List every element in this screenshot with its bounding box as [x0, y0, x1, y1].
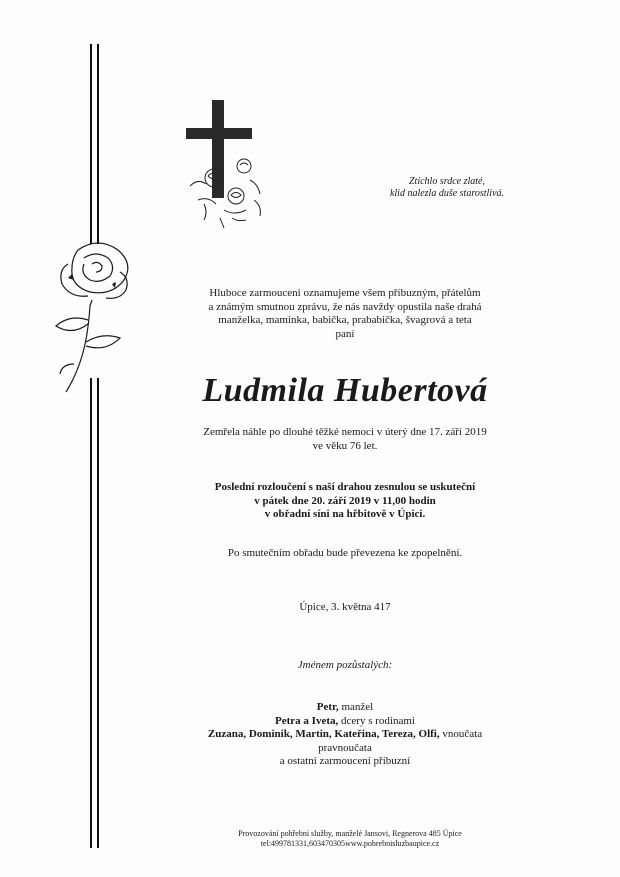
- intro-line-1: Hluboce zarmouceni oznamujeme všem příbuzným, přátelům: [209, 287, 481, 299]
- family-line-4: pravnoučata: [318, 741, 372, 754]
- border-line-left-bottom: [90, 378, 92, 848]
- farewell-line-3: v obřadní síni na hřbitově v Úpici.: [264, 508, 426, 520]
- cremation-note: Po smutečním obřadu bude převezena ke zpopelnění.: [227, 547, 463, 559]
- family-line-3: Zuzana, Dominik, Martin, Kateřina, Tereza, Olfi, vnoučata: [207, 728, 483, 740]
- family-line-5: a ostatní zarmoucení příbuzní: [279, 755, 411, 767]
- family-list: [150, 701, 540, 769]
- border-line-left-top: [90, 44, 92, 244]
- deceased-name: Ludmila Hubertová: [202, 372, 488, 409]
- intro-line-4: paní: [335, 327, 355, 340]
- funeral-service-footer: [200, 829, 500, 849]
- footer-line-2: tel:499781331,603470305www.pohrebnisluzbaupice.cz: [260, 839, 440, 848]
- family-line-1: Petr, manžel: [316, 701, 374, 713]
- address: Úpice, 3. května 417: [299, 601, 391, 613]
- death-notice: [150, 426, 540, 453]
- death-line-2: ve věku 76 let.: [312, 439, 378, 452]
- cross-with-roses-icon: [184, 100, 270, 230]
- footer-line-1: Provozování pohřební služby, manželé Jansovi, Regnerova 485 Úpice: [238, 829, 462, 838]
- intro-line-2: a známým smutnou zprávu, že nás navždy opustila naše drahá: [208, 300, 482, 313]
- quote-line-2: klid nalezla duše starostlivá.: [389, 188, 505, 199]
- border-line-right-top: [97, 44, 99, 244]
- rose-icon: [48, 238, 144, 398]
- intro-text: [150, 287, 540, 341]
- family-line-2: Petra a Iveta, dcery s rodinami: [275, 714, 415, 727]
- farewell-line-2: v pátek dne 20. září 2019 v 11,00 hodin: [254, 494, 436, 507]
- quote-line-1: Ztichlo srdce zlaté,: [408, 176, 485, 187]
- farewell-line-1: Poslední rozloučení s naší drahou zesnulou se uskuteční: [214, 481, 476, 493]
- behalf-heading: Jménem pozůstalých:: [297, 659, 393, 671]
- farewell-info: [150, 481, 540, 522]
- intro-line-3: manželka, maminka, babička, prababička, švagrová a teta: [218, 314, 472, 326]
- death-line-1: Zemřela náhle po dlouhé těžké nemoci v úterý dne 17. září 2019: [203, 426, 487, 438]
- quote: [382, 176, 512, 200]
- border-line-right-bottom: [97, 378, 99, 848]
